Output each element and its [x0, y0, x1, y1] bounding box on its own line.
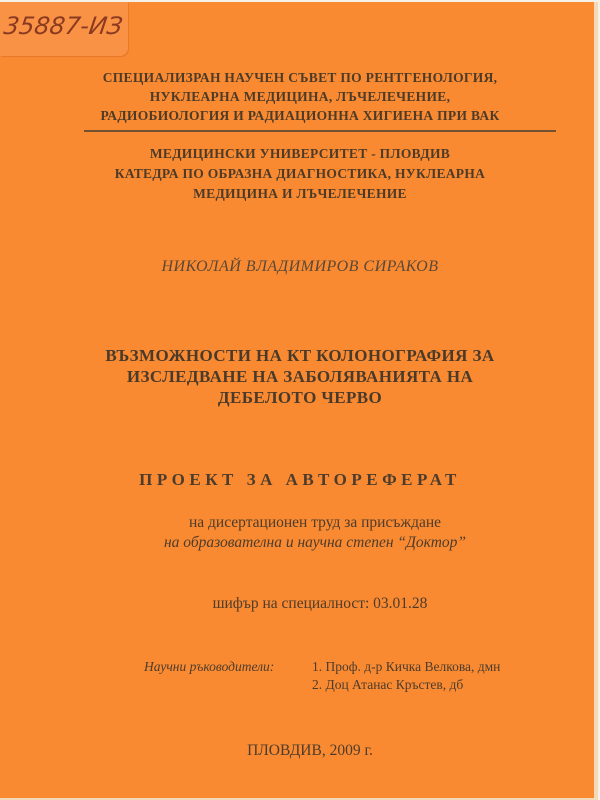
- council-line: СПЕЦИАЛИЗРАН НАУЧЕН СЪВЕТ ПО РЕНТГЕНОЛОГИЯ,: [102, 70, 498, 85]
- purpose-line: на дисертационен труд за присъждане: [188, 514, 442, 531]
- title-line: ИЗСЛЕДВАНЕ НА ЗАБОЛЯВАНИЯТА НА: [126, 367, 474, 386]
- supervisor-item: 1. Проф. д-р Кичка Велкова, дмн: [312, 659, 501, 674]
- council-header: [0, 68, 600, 125]
- council-line: РАДИОБИОЛОГИЯ И РАДИАЦИОННА ХИГИЕНА ПРИ ВАК: [100, 108, 500, 123]
- university-line: МЕДИЦИНА И ЛЪЧЕЛЕЧЕНИЕ: [193, 186, 407, 201]
- author-name: НИКОЛАЙ ВЛАДИМИРОВ СИРАКОВ: [161, 258, 439, 275]
- council-line: НУКЛЕАРНА МЕДИЦИНА, ЛЪЧЕЛЕЧЕНИЕ,: [149, 89, 451, 104]
- title-line: ДЕБЕЛОТО ЧЕРВО: [217, 388, 383, 407]
- handwritten-inventory-code: 35887-ИЗ: [2, 12, 125, 40]
- specialty-code: шифър на специалност: 03.01.28: [212, 595, 428, 612]
- degree-purpose: [0, 513, 600, 553]
- university-line: КАТЕДРА ПО ОБРАЗНА ДИАГНОСТИКА, НУКЛЕАРНА: [114, 166, 486, 181]
- library-sticker: [0, 2, 128, 56]
- header-divider: [84, 130, 556, 132]
- supervisors-list: [312, 658, 500, 694]
- cover-page: [0, 2, 598, 800]
- supervisor-item: 2. Доц Атанас Кръстев, дб: [312, 677, 464, 692]
- place-and-year: ПЛОВДИВ, 2009 г.: [247, 742, 373, 759]
- supervisors-label: Научни ръководители:: [144, 659, 275, 674]
- document-type: ПРОЕКТ ЗА АВТОРЕФЕРАТ: [139, 470, 461, 489]
- university-header: [0, 144, 600, 204]
- dissertation-title: [0, 345, 600, 408]
- purpose-line-degree: на образователна и научна степен “Доктор”: [163, 534, 467, 551]
- university-line: МЕДИЦИНСКИ УНИВЕРСИТЕТ - ПЛОВДИВ: [149, 146, 451, 161]
- title-line: ВЪЗМОЖНОСТИ НА КТ КОЛОНОГРАФИЯ ЗА: [105, 346, 495, 365]
